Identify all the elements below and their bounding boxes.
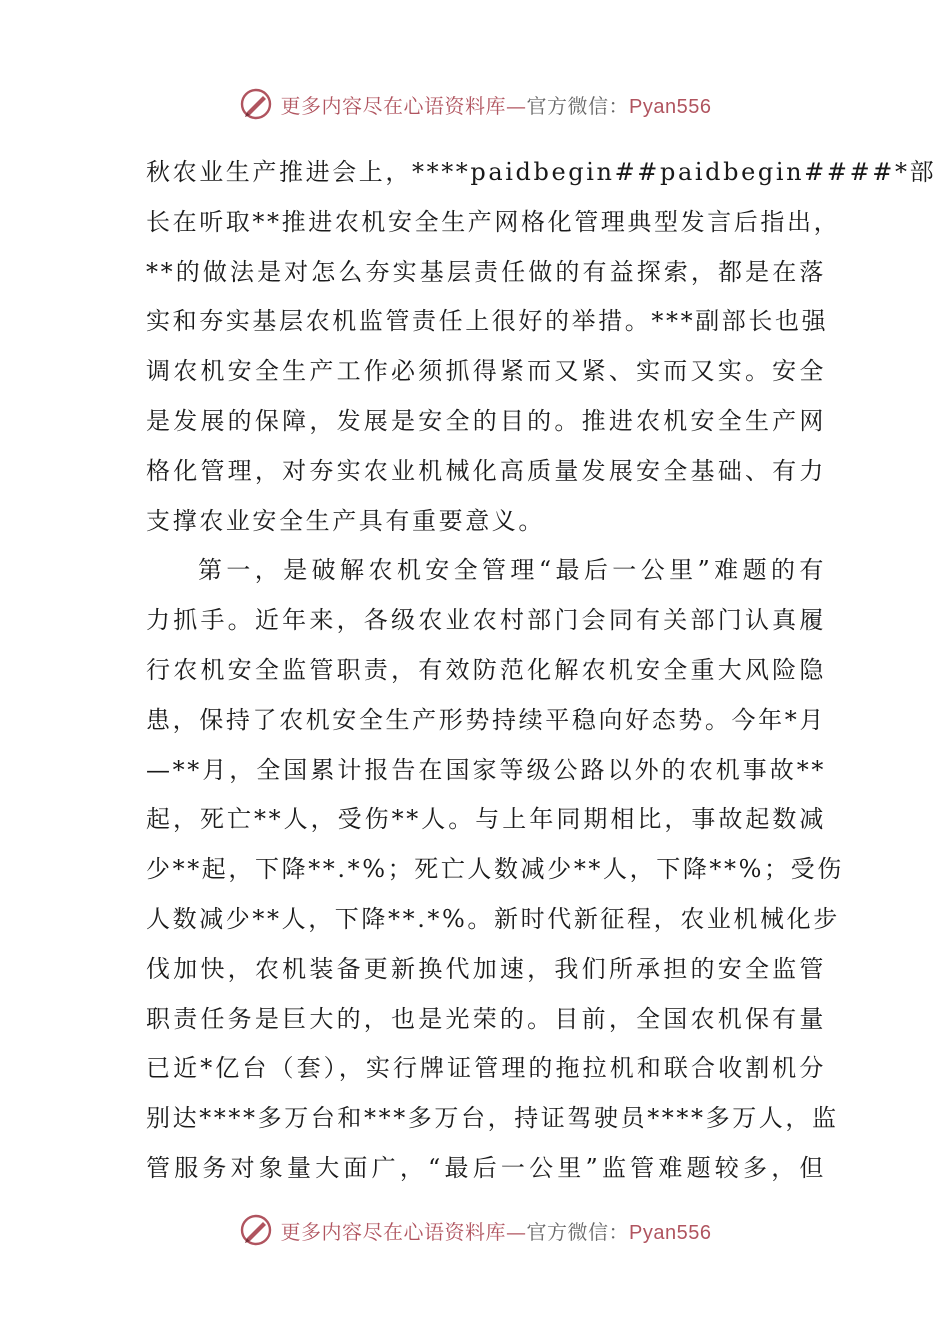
body-line: 人数减少**人，下降**.*%。新时代新征程，农业机械化步 [146, 904, 840, 933]
body-line: 是发展的保障，发展是安全的目的。推进农机安全生产网 [146, 406, 826, 435]
body-line: 调农机安全生产工作必须抓得紧而又紧、实而又实。安全 [146, 357, 826, 386]
body-line: —**月，全国累计报告在国家等级公路以外的农机事故** [146, 755, 826, 784]
header-watermark [0, 84, 950, 124]
pen-logo-icon [239, 1213, 273, 1247]
body-line: 第一，是破解农机安全管理“最后一公里”难题的有 [198, 556, 826, 585]
body-line: 长在听取**推进农机安全生产网格化管理典型发言后指出， [146, 207, 841, 236]
body-line: 实和夯实基层农机监管责任上很好的举措。***副部长也强 [146, 307, 829, 336]
watermark-text: 更多内容尽在心语资料库—官方微信：Pyan556 [280, 1219, 712, 1244]
pen-logo-icon [239, 87, 273, 121]
footer-watermark [0, 1210, 950, 1250]
body-line: 职责任务是巨大的，也是光荣的。目前，全国农机保有量 [146, 1004, 826, 1033]
body-line: 管服务对象量大面广，“最后一公里”监管难题较多，但 [146, 1153, 826, 1182]
body-line: 起，死亡**人，受伤**人。与上年同期相比，事故起数减 [146, 805, 826, 834]
body-line: **的做法是对怎么夯实基层责任做的有益探索，都是在落 [146, 257, 826, 286]
watermark-text: 更多内容尽在心语资料库—官方微信：Pyan556 [280, 93, 712, 118]
body-line: 伐加快，农机装备更新换代加速，我们所承担的安全监管 [146, 954, 826, 983]
body-line: 力抓手。近年来，各级农业农村部门会同有关部门认真履 [146, 606, 826, 635]
body-line: 格化管理，对夯实农业机械化高质量发展安全基础、有力 [146, 456, 826, 485]
body-line: 行农机安全监管职责，有效防范化解农机安全重大风险隐 [146, 655, 826, 684]
body-line: 支撑农业安全生产具有重要意义。 [146, 506, 545, 535]
body-line: 患，保持了农机安全生产形势持续平稳向好态势。今年*月 [146, 705, 826, 734]
body-line: 少**起，下降**.*%；死亡人数减少**人，下降**%；受伤 [146, 855, 844, 884]
body-line: 秋农业生产推进会上，****paidbegin##paidbegin####*部 [146, 158, 937, 186]
body-line: 已近*亿台（套），实行牌证管理的拖拉机和联合收割机分 [146, 1054, 826, 1083]
document-body [146, 148, 937, 1194]
body-line: 别达****多万台和***多万台，持证驾驶员****多万人，监 [146, 1104, 839, 1133]
